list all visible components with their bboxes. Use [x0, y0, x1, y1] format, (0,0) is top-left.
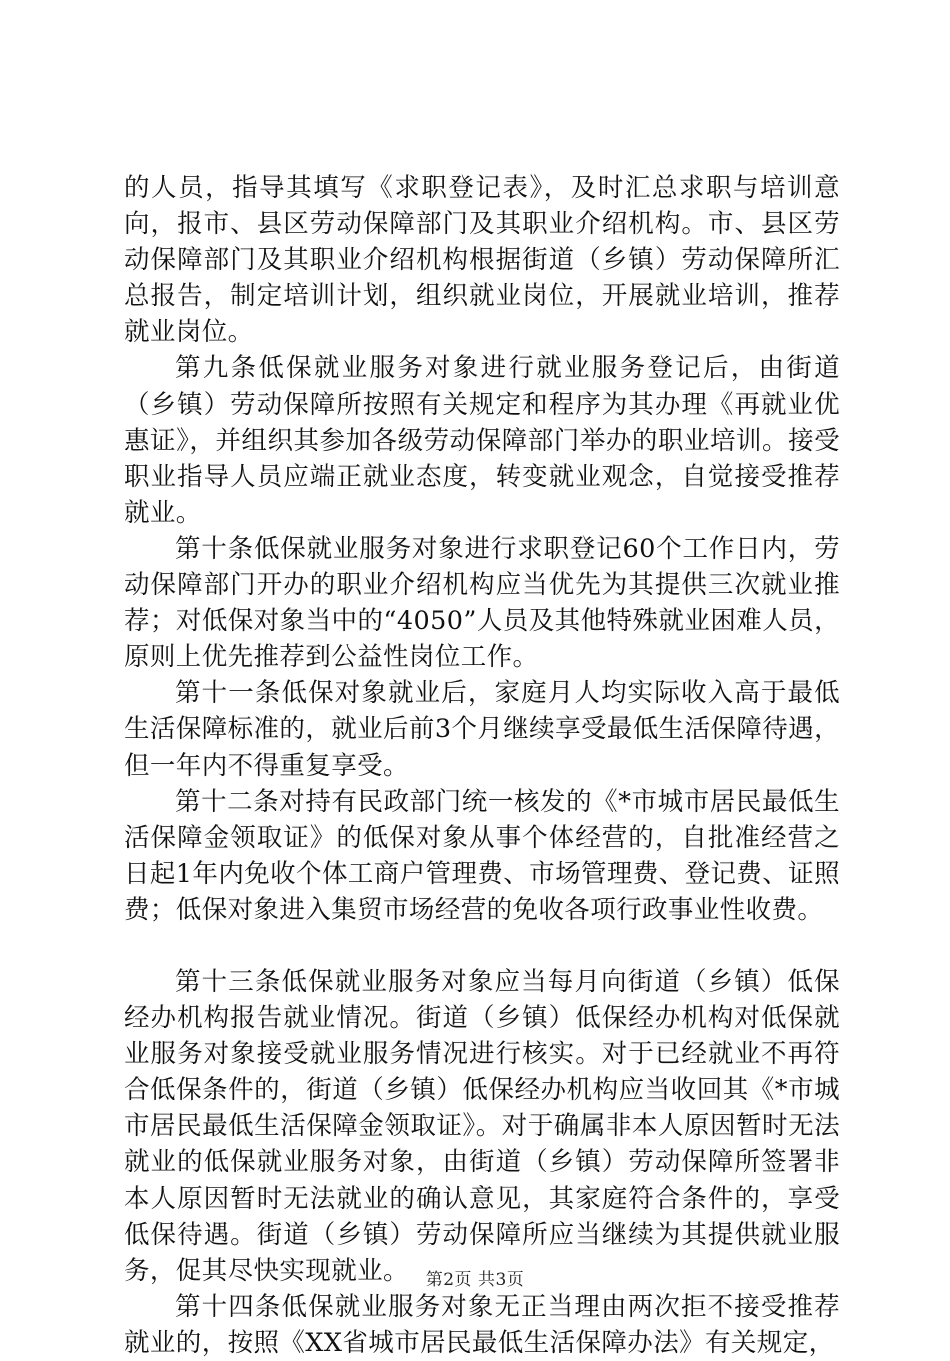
- paragraph-article-12: 第十二条对持有民政部门统一核发的《*市城市居民最低生活保障金领取证》的低保对象从事个体经营的，自批准经营之日起1年内免收个体工商户管理费、市场管理费、登记费、证照费；低保对象进入集贸市场经营的免收各项行政事业性收费。: [124, 786, 840, 925]
- page-number-label: 第2页 共3页: [425, 1270, 525, 1290]
- page-footer: [0, 1269, 950, 1291]
- paragraph-continuation: 的人员，指导其填写《求职登记表》，及时汇总求职与培训意向，报市、县区劳动保障部门及其职业介绍机构。市、县区劳动保障部门及其职业介绍机构根据街道（乡镇）劳动保障所汇总报告，制定培训计划，组织就业岗位，开展就业培训，推荐就业岗位。: [124, 173, 840, 348]
- document-body: [124, 170, 840, 1361]
- paragraph-article-14: 第十四条低保就业服务对象无正当理由两次拒不接受推荐就业的，按照《XX省城市居民最低生活保障办法》有关规定，: [124, 1291, 840, 1358]
- paragraph-article-11: 第十一条低保对象就业后，家庭月人均实际收入高于最低生活保障标准的，就业后前3个月继续享受最低生活保障待遇，但一年内不得重复享受。: [124, 678, 840, 781]
- paragraph-article-13: 第十三条低保就业服务对象应当每月向街道（乡镇）低保经办机构报告就业情况。街道（乡镇）低保经办机构对低保就业服务对象接受就业服务情况进行核实。对于已经就业不再符合低保条件的，街道（乡镇）低保经办机构应当收回其《*市城市居民最低生活保障金领取证》。对于确属非本人原因暂时无法就业的低保就业服务对象，由街道（乡镇）劳动保障所签署非本人原因暂时无法就业的确认意见，其家庭符合条件的，享受低保待遇。街道（乡镇）劳动保障所应当继续为其提供就业服务，促其尽快实现就业。: [124, 966, 840, 1286]
- paragraph-article-9: 第九条低保就业服务对象进行就业服务登记后，由街道（乡镇）劳动保障所按照有关规定和程序为其办理《再就业优惠证》，并组织其参加各级劳动保障部门举办的职业培训。接受职业指导人员应端正就业态度，转变就业观念，自觉接受推荐就业。: [124, 353, 840, 528]
- paragraph-article-10: 第十条低保就业服务对象进行求职登记60个工作日内，劳动保障部门开办的职业介绍机构应当优先为其提供三次就业推荐；对低保对象当中的“4050”人员及其他特殊就业困难人员，原则上优先推荐到公益性岗位工作。: [124, 533, 840, 673]
